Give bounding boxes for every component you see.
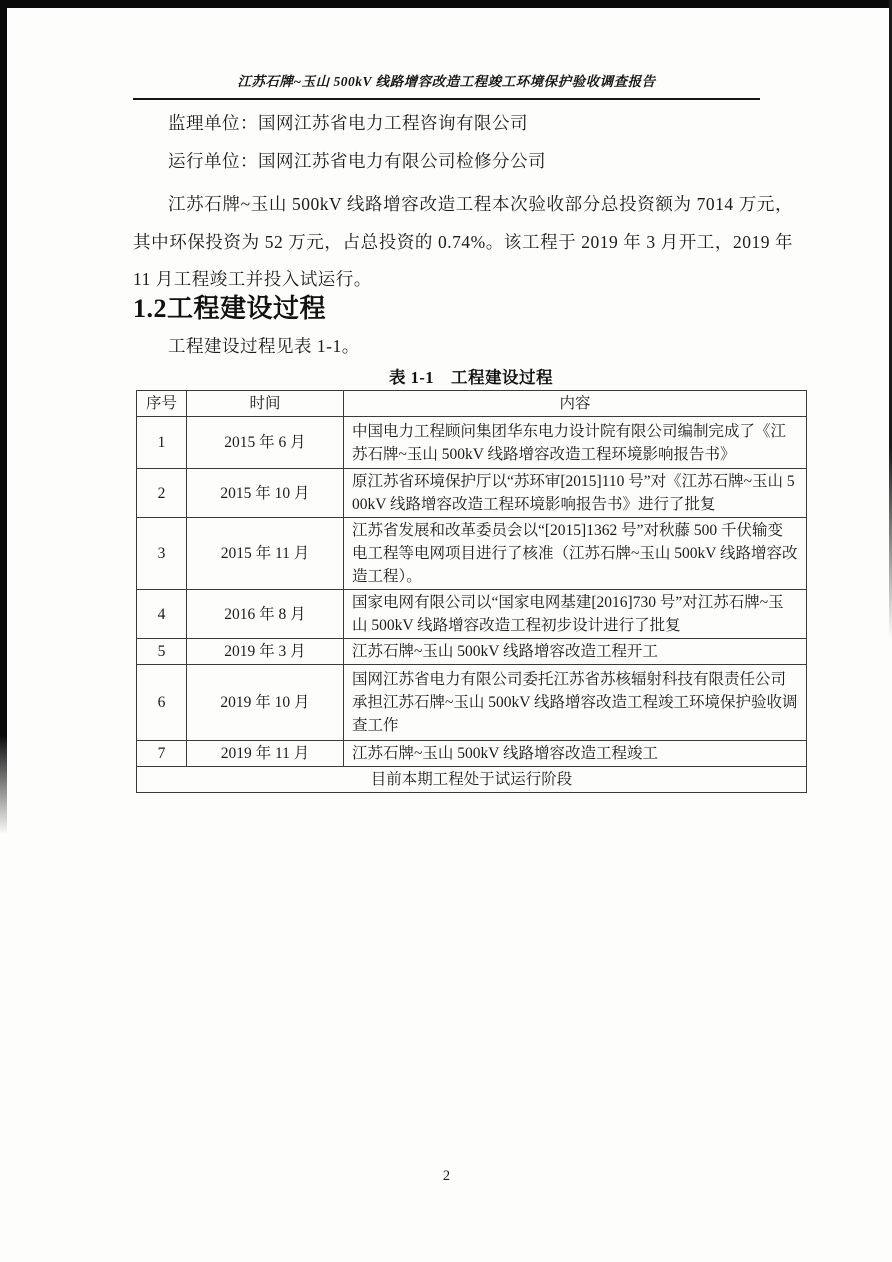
table-row: [137, 590, 807, 639]
cell-number: 2: [137, 469, 187, 518]
table-row: [137, 741, 807, 767]
table-row: [137, 639, 807, 665]
cell-time: 2015 年 11 月: [187, 518, 344, 590]
col-header-number: 序号: [137, 391, 187, 417]
cell-time: 2019 年 3 月: [187, 639, 344, 665]
table-row: [137, 417, 807, 469]
table-row: [137, 518, 807, 590]
cell-content: 江苏石牌~玉山 500kV 线路增容改造工程开工: [344, 639, 807, 665]
cell-number: 6: [137, 665, 187, 741]
cell-number: 3: [137, 518, 187, 590]
cell-content: 原江苏省环境保护厅以“苏环审[2015]110 号”对《江苏石牌~玉山 500kV 线路增容改造工程环境影响报告书》进行了批复: [344, 469, 807, 518]
running-header: 江苏石牌~玉山 500kV 线路增容改造工程竣工环境保护验收调查报告: [133, 70, 760, 100]
cell-number: 5: [137, 639, 187, 665]
cell-time: 2015 年 6 月: [187, 417, 344, 469]
operation-unit-line: 运行单位：国网江苏省电力有限公司检修分公司: [168, 151, 546, 171]
cell-number: 1: [137, 417, 187, 469]
table-caption: 表 1-1 工程建设过程: [388, 368, 554, 387]
scan-edge-top: [0, 0, 892, 8]
investment-paragraph: 江苏石牌~玉山 500kV 线路增容改造工程本次验收部分总投资额为 7014 万元，其中环保投资为 52 万元，占总投资的 0.74%。该工程于 2019 年 3 月开工，2019 年 11 月工程竣工并投入试运行。: [133, 194, 793, 289]
cell-content: 国网江苏省电力有限公司委托江苏省苏核辐射科技有限责任公司承担江苏石牌~玉山 500kV 线路增容改造工程竣工环境保护验收调查工作: [344, 665, 807, 741]
col-header-time: 时间: [187, 391, 344, 417]
table-footer-row: [137, 767, 807, 793]
cell-number: 4: [137, 590, 187, 639]
table-footer-cell: 目前本期工程处于试运行阶段: [137, 767, 807, 793]
table-intro-text: 工程建设过程见表 1-1。: [168, 336, 360, 356]
cell-time: 2015 年 10 月: [187, 469, 344, 518]
cell-content: 国家电网有限公司以“国家电网基建[2016]730 号”对江苏石牌~玉山 500kV 线路增容改造工程初步设计进行了批复: [344, 590, 807, 639]
cell-content: 江苏省发展和改革委员会以“[2015]1362 号”对秋藤 500 千伏输变电工程等电网项目进行了核准（江苏石牌~玉山 500kV 线路增容改造工程）。: [344, 518, 807, 590]
col-header-content: 内容: [344, 391, 807, 417]
page-number: 2: [442, 1168, 451, 1184]
cell-content: 中国电力工程顾问集团华东电力设计院有限公司编制完成了《江苏石牌~玉山 500kV 线路增容改造工程环境影响报告书》: [344, 417, 807, 469]
unit-info-block: [133, 104, 793, 180]
scan-edge-left: [0, 0, 7, 835]
table-header-row: [137, 391, 807, 417]
table-row: [137, 469, 807, 518]
construction-process-table: [136, 390, 807, 793]
cell-time: 2019 年 11 月: [187, 741, 344, 767]
table-row: [137, 665, 807, 741]
supervision-unit-line: 监理单位：国网江苏省电力工程咨询有限公司: [168, 113, 528, 133]
section-heading-1-2: 1.2工程建设过程: [133, 294, 327, 323]
cell-time: 2016 年 8 月: [187, 590, 344, 639]
cell-time: 2019 年 10 月: [187, 665, 344, 741]
cell-content: 江苏石牌~玉山 500kV 线路增容改造工程竣工: [344, 741, 807, 767]
cell-number: 7: [137, 741, 187, 767]
